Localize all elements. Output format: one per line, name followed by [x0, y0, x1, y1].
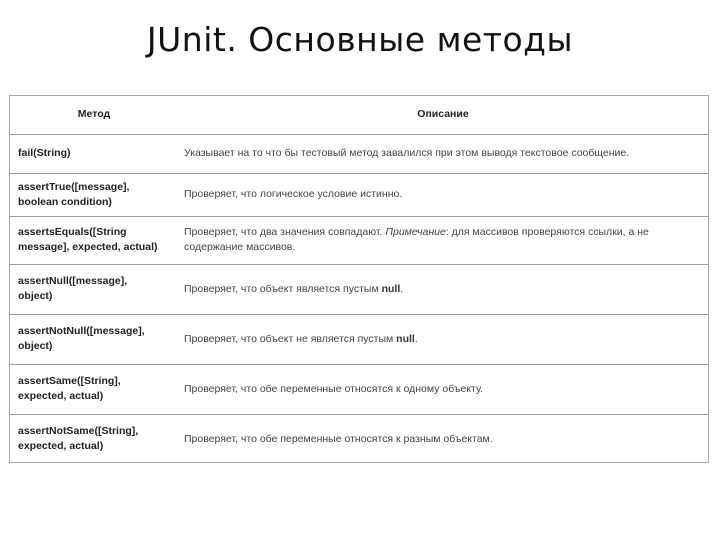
description-cell	[178, 314, 708, 364]
description-keyword: null	[381, 282, 401, 295]
description-text: Проверяет, что объект не является пустым	[184, 332, 394, 345]
description-note-label: Примечание	[385, 226, 446, 238]
method-cell: assertTrue([message], boolean condition)	[18, 180, 130, 208]
description-cell: Проверяет, что обе переменные относятся к одному объекту.	[184, 382, 484, 395]
description-cell	[178, 216, 708, 264]
method-cell: assertNull([message], object)	[18, 275, 128, 302]
method-cell: assertSame([String], expected, actual)	[18, 375, 121, 402]
description-text: Проверяет, что два значения совпадают.	[184, 226, 383, 238]
description-cell: Проверяет, что логическое условие истинно.	[184, 188, 403, 200]
description-cell: Указывает на то что бы тестовый метод завалился при этом выводя текстовое сообщение.	[184, 147, 630, 159]
table-header-row	[10, 96, 708, 134]
methods-table	[9, 95, 709, 463]
description-keyword: null	[396, 332, 415, 345]
description-cell: Проверяет, что обе переменные относятся к разным объектам.	[184, 432, 493, 445]
table-row	[10, 364, 708, 414]
description-end: .	[414, 332, 418, 345]
description-text: Проверяет, что объект является пустым	[184, 282, 379, 295]
slide-title: JUnit. Основные методы	[146, 20, 574, 59]
table-row	[10, 216, 708, 264]
table-row	[10, 264, 708, 314]
header-description: Описание	[417, 108, 469, 121]
method-cell: fail(String)	[18, 147, 71, 159]
method-cell: assertNotNull([message], object)	[18, 325, 145, 352]
method-cell: assertsEquals([String message], expected, actual)	[18, 226, 158, 253]
header-method: Метод	[77, 108, 111, 121]
method-cell: assertNotSame([String], expected, actual)	[18, 425, 139, 453]
description-cell	[178, 264, 708, 314]
table-row	[10, 173, 708, 216]
table-row	[10, 414, 708, 464]
description-note-text: : для массивов проверяются ссылки, а не содержание массивов.	[184, 226, 649, 253]
description-end: .	[400, 282, 404, 295]
table-row	[10, 134, 708, 173]
table-row	[10, 314, 708, 364]
